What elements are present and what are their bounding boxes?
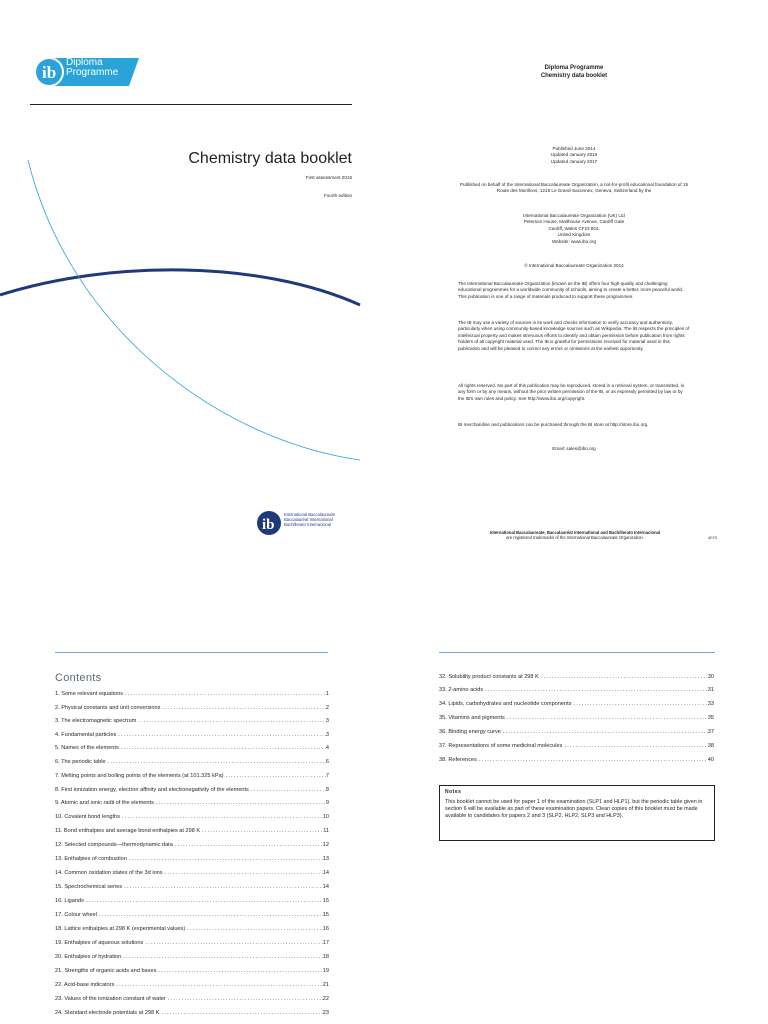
toc-entry[interactable] xyxy=(55,785,329,795)
toc-entry-title: 16. Ligands xyxy=(55,898,84,904)
toc-page-number: 4 xyxy=(325,745,329,751)
updated-date-2: Updated January 2017 xyxy=(550,158,598,164)
document-code: 4073 xyxy=(708,535,717,540)
toc-leader-dots xyxy=(571,699,707,709)
toc-page-number: 19 xyxy=(322,968,329,974)
toc-leader-dots xyxy=(154,798,326,808)
contents-heading: Contents xyxy=(55,672,102,684)
toc-entry-title: 2. Physical constants and unit conversions xyxy=(55,705,161,711)
sources-paragraph: The IB may use a variety of sources in its work and checks information to verify accuracy and authenticity, particularly when using community-based knowledge sources such as Wikipedia. The IB respects the principles of intellectual property and makes strenuous efforts to identify and obtain permission before publication from rights holders of all copyright material used. The IB is grateful for permissions received for material used in this publication and will be pleased to correct any errors or omissions at the earliest opportunity. xyxy=(458,320,690,351)
toc-entry-title: 22. Acid-base indicators xyxy=(55,982,115,988)
toc-page-number: 1 xyxy=(325,691,329,697)
toc-entry[interactable] xyxy=(55,980,329,990)
toc-page-number: 30 xyxy=(707,674,714,680)
toc-entry[interactable] xyxy=(55,689,329,699)
toc-entry[interactable] xyxy=(439,727,714,737)
toc-leader-dots xyxy=(123,689,326,699)
toc-leader-dots xyxy=(120,812,323,822)
toc-page-number: 22 xyxy=(322,996,329,1002)
contents-rule-right xyxy=(439,652,715,653)
toc-entry-title: 7. Melting points and boiling points of the elements (at 101.325 kPa) xyxy=(55,773,224,779)
toc-leader-dots xyxy=(483,685,708,695)
toc-entry[interactable] xyxy=(55,938,329,948)
toc-page-number: 15 xyxy=(322,912,329,918)
published-on-behalf: Published on behalf of the International Baccalaureate Organization, a not-for-profit educational foundation of 15 Route des Morillons, 1218 Le Grand-Saconnex, Geneva, Switzerland by the xyxy=(459,182,689,194)
rights-paragraph: All rights reserved. No part of this publication may be reproduced, stored in a retrieval system, or transmitted, in any form or by any means, without the prior written permission of the IB, or as expressly permitted by law or by the IB's own rules and policy. See http://www.ibo.org/copyright. xyxy=(458,383,685,401)
notes-heading: Notes xyxy=(445,789,462,795)
contents-rule xyxy=(55,652,328,653)
toc-page-number: 15 xyxy=(322,898,329,904)
toc-entry[interactable] xyxy=(439,713,714,723)
toc-entry-title: 34. Lipids, carbohydrates and nucleotide components xyxy=(439,701,572,707)
toc-page-number: 17 xyxy=(322,940,329,946)
toc-leader-dots xyxy=(122,882,323,892)
toc-page-number: 31 xyxy=(707,687,714,693)
trademark-line-1: International Baccalaureate, Baccalauréat International and Bachillerato Internacional xyxy=(489,530,661,535)
toc-entry[interactable] xyxy=(55,771,329,781)
toc-leader-dots xyxy=(477,755,708,765)
toc-page-number: 40 xyxy=(707,757,714,763)
toc-entry[interactable] xyxy=(439,755,714,765)
toc-entry[interactable] xyxy=(55,966,329,976)
toc-entry-title: 4. Fundamental particles xyxy=(55,732,117,738)
copyright: © International Baccalaureate Organization 2014 xyxy=(524,263,624,268)
imprint-title-line-1: Diploma Programme xyxy=(544,65,604,71)
toc-entry-title: 35. Vitamins and pigments xyxy=(439,715,505,721)
ibo-names xyxy=(284,512,335,527)
toc-entry-title: 38. References xyxy=(439,757,477,763)
toc-leader-dots xyxy=(97,910,323,920)
toc-entry-title: 21. Strengths of organic acids and bases xyxy=(55,968,157,974)
trademark-notice xyxy=(440,530,710,541)
toc-leader-dots xyxy=(200,826,323,836)
toc-leader-dots xyxy=(166,994,323,1004)
merchandise-paragraph: IB merchandise and publications can be purchased through the IB store at http://store.ibo.org. xyxy=(458,422,649,427)
toc-entry-title: 9. Atomic and ionic radii of the elements xyxy=(55,800,154,806)
notes-box xyxy=(439,785,715,841)
toc-leader-dots xyxy=(106,757,326,767)
toc-entry-title: 1. Some relevant equations xyxy=(55,691,124,697)
toc-leader-dots xyxy=(114,980,322,990)
toc-leader-dots xyxy=(127,854,323,864)
edition: Fourth edition xyxy=(323,193,352,198)
toc-entry-title: 3. The electromagnetic spectrum xyxy=(55,718,137,724)
toc-page-number: 23 xyxy=(322,1010,329,1016)
toc-entry-title: 32. Solubility product constants at 298 K xyxy=(439,674,539,680)
toc-leader-dots xyxy=(116,730,326,740)
ibo-logo-icon xyxy=(256,510,282,536)
toc-entry-title: 23. Values of the ionization constant of water xyxy=(55,996,166,1002)
toc-entry-title: 20. Enthalpies of hydration xyxy=(55,954,122,960)
toc-page-number: 3 xyxy=(325,732,329,738)
published-date: Published June 2014 xyxy=(552,146,596,151)
address-line: Peterson House, Malthouse Avenue, Cardiff Gate xyxy=(523,219,625,225)
imprint-title xyxy=(458,64,690,80)
about-ib-paragraph: The International Baccalaureate Organization (known as the IB) offers four high-quality and challenging educational programmes for a worldwide community of schools, aiming to create a better, more peaceful world. This publication is one of a range of materials produced to support these programmes. xyxy=(458,281,684,299)
toc-entry-title: 14. Common oxidation states of the 3d ions xyxy=(55,870,163,876)
cover-rule xyxy=(30,104,352,105)
toc-page-number: 10 xyxy=(322,814,329,820)
toc-entry[interactable] xyxy=(55,896,329,906)
toc-entry[interactable] xyxy=(55,798,329,808)
toc-entry-title: 5. Names of the elements xyxy=(55,745,119,751)
toc-entry-title: 18. Lattice enthalpies at 298 K (experimental values) xyxy=(55,926,186,932)
toc-leader-dots xyxy=(160,1008,323,1018)
toc-leader-dots xyxy=(173,840,323,850)
toc-entry[interactable] xyxy=(55,703,329,713)
updated-date-1: Updated January 2016 xyxy=(550,152,598,158)
toc-page-number: 13 xyxy=(322,856,329,862)
logo-wordmark xyxy=(66,58,118,78)
toc-entry[interactable] xyxy=(55,840,329,850)
toc-entry[interactable] xyxy=(439,685,714,695)
ibo-name-es: Bachillerato Internacional xyxy=(284,522,332,527)
toc-entry-title: 8. First ionization energy, electron affinity and electronegativity of the elements xyxy=(55,787,249,793)
toc-entry[interactable] xyxy=(55,716,329,726)
logo-line-1: Diploma xyxy=(66,57,103,68)
toc-page-number: 11 xyxy=(323,828,329,834)
toc-page-number: 33 xyxy=(707,701,714,707)
toc-leader-dots xyxy=(143,938,322,948)
toc-leader-dots xyxy=(249,785,326,795)
toc-entry[interactable] xyxy=(439,699,714,709)
address-line: International Baccalaureate Organization (UK) Ltd xyxy=(523,213,625,218)
toc-page-number: 21 xyxy=(322,982,329,988)
toc-entry[interactable] xyxy=(55,994,329,1004)
toc-entry-title: 10. Covalent bond lengths xyxy=(55,814,120,820)
toc-page-number: 3 xyxy=(325,718,329,724)
toc-leader-dots xyxy=(156,966,322,976)
trademark-line-2: are registered trademarks of the International Baccalaureate Organization. xyxy=(506,535,644,541)
toc-leader-dots xyxy=(84,896,323,906)
toc-leader-dots xyxy=(185,924,322,934)
toc-page-number: 2 xyxy=(325,705,329,711)
toc-page-number: 7 xyxy=(325,773,329,779)
ibo-name-fr: Baccalauréat International xyxy=(284,517,333,522)
toc-leader-dots xyxy=(539,672,708,682)
toc-entry-title: 24. Standard electrode potentials at 298 K xyxy=(55,1010,160,1016)
toc-page-number: 8 xyxy=(325,787,329,793)
toc-entry-title: 17. Colour wheel xyxy=(55,912,97,918)
toc-page-number: 14 xyxy=(322,884,329,890)
toc-leader-dots xyxy=(121,952,323,962)
toc-leader-dots xyxy=(505,713,708,723)
toc-leader-dots xyxy=(163,868,323,878)
ibo-logo xyxy=(256,510,282,541)
svg-text:ib: ib xyxy=(262,517,275,533)
notes-text: This booklet cannot be used for paper 1 of the examination (SLP1 and HLP1), but the periodic table given in section 6 will be available as part of these examination papers. Clean copies of this booklet must be made available to candidates for papers 2 and 3 (SLP2, HLP2, SLP3 and HLP3). xyxy=(445,799,703,820)
toc-page-number: 14 xyxy=(322,870,329,876)
toc-page-number: 37 xyxy=(707,729,714,735)
toc-page-number: 6 xyxy=(325,759,329,765)
ibo-name-en: International Baccalaureate xyxy=(284,512,335,517)
toc-entry[interactable] xyxy=(55,1008,329,1018)
toc-entry-title: 6. The periodic table xyxy=(55,759,106,765)
toc-leader-dots xyxy=(136,716,326,726)
toc-entry-title: 12. Selected compounds—thermodynamic data xyxy=(55,842,173,848)
toc-leader-dots xyxy=(224,771,326,781)
email: Email: sales@ibo.org xyxy=(552,446,596,451)
toc-entry-title: 11. Bond enthalpies and average bond enthalpies at 298 K xyxy=(55,828,201,834)
toc-entry[interactable] xyxy=(55,730,329,740)
toc-page-number: 18 xyxy=(322,954,329,960)
toc-entry-title: 19. Enthalpies of aqueous solutions xyxy=(55,940,144,946)
toc-entry[interactable] xyxy=(55,854,329,864)
toc-page-number: 38 xyxy=(707,743,714,749)
publisher-address xyxy=(458,213,690,245)
toc-leader-dots xyxy=(119,743,326,753)
toc-entry[interactable] xyxy=(55,882,329,892)
toc-entry-title: 33. 2-amino acids xyxy=(439,687,484,693)
svg-text:ib: ib xyxy=(42,63,57,82)
toc-page-number: 35 xyxy=(707,715,714,721)
toc-entry[interactable] xyxy=(55,757,329,767)
cover-title: Chemistry data booklet xyxy=(188,150,352,167)
toc-entry[interactable] xyxy=(55,826,329,836)
toc-leader-dots xyxy=(562,741,707,751)
toc-leader-dots xyxy=(501,727,708,737)
toc-page-number: 16 xyxy=(322,926,329,932)
toc-entry-title: 36. Binding energy curve xyxy=(439,729,501,735)
toc-entry[interactable] xyxy=(55,743,329,753)
toc-entry-title: 13. Enthalpies of combustion xyxy=(55,856,127,862)
toc-entry-title: 15. Spectrochemical series xyxy=(55,884,123,890)
address-line: Cardiff, Wales CF23 8GL xyxy=(548,225,600,231)
toc-entry[interactable] xyxy=(55,812,329,822)
toc-page-number: 9 xyxy=(325,800,329,806)
toc-entry[interactable] xyxy=(55,952,329,962)
toc-entry[interactable] xyxy=(439,741,714,751)
website: Website: www.ibo.org xyxy=(551,238,597,244)
logo-line-2: Programme xyxy=(66,67,119,78)
imprint-title-line-2: Chemistry data booklet xyxy=(540,73,608,79)
toc-entry[interactable] xyxy=(55,868,329,878)
toc-entry[interactable] xyxy=(55,910,329,920)
first-assessment: First assessment 2016 xyxy=(305,175,352,180)
toc-entry[interactable] xyxy=(55,924,329,934)
toc-page-number: 12 xyxy=(322,842,329,848)
publication-dates xyxy=(458,146,690,165)
toc-entry-title: 37. Representations of some medicinal molecules xyxy=(439,743,563,749)
toc-leader-dots xyxy=(160,703,325,713)
address-line: United Kingdom xyxy=(557,232,591,238)
toc-entry[interactable] xyxy=(439,672,714,682)
